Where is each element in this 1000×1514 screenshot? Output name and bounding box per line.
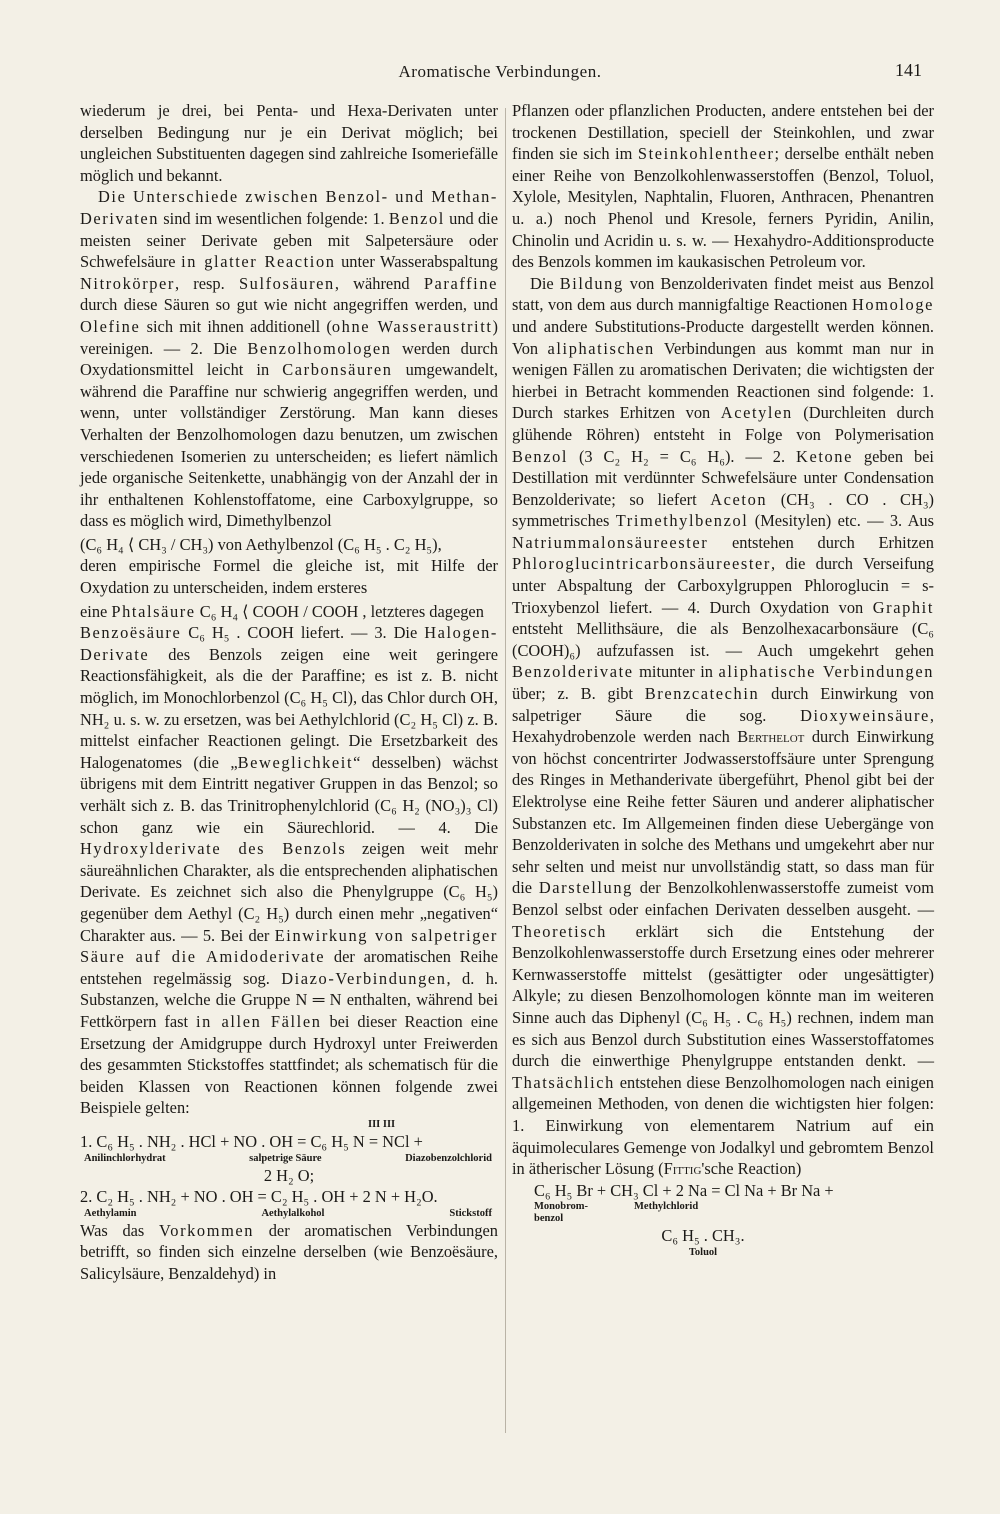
equation-1-labels: Anilinchlorhydrat salpetrige Säure Diazobenzolchlorid [84,1152,492,1164]
equation-3-product-label: Toluol [688,1246,718,1258]
running-head: Aromatische Verbindungen. [398,62,602,81]
paragraph: Die Bildung von Benzolderivaten findet meist aus Benzol statt, von dem aus durch mannigfaltige Reactionen Homologe und andere Substitutions-Producte dargestellt werden können. Von aliphatischen Verbindungen aus kommt man nur in wenigen Fällen zu aromatischen Derivaten; die wichtigsten der hierbei in Betracht kommenden Reactionen sind folgende: 1. Durch starkes Erhitzen von Acetylen (Durchleiten durch glühende Röhren) entsteht in Folge von Polymerisation Benzol (3 C₂ H₂ = C₆ H₆). — 2. Ketone geben bei Destillation mit verdünnter Schwefelsäure unter Condensation Benzolderivate; so liefert Aceton (CH₃ . CO . CH₃) symmetrisches Trimethylbenzol (Mesitylen) etc. — 3. Aus Natriummalonsäureester entstehen durch Erhitzen Phloroglucintricarbonsäureester, die durch Verseifung unter Abspaltung der Carboxylgruppen Phloroglucin = s-Trioxybenzol liefert. — 4. Durch Oxydation von Graphit entsteht Mellithsäure, die als Benzolhexacarbonsäure (C₆ (COOH)₆) aufzufassen ist. — Auch umgekehrt gehen Benzolderivate mitunter in aliphatische Verbindungen über; z. B. gibt Brenzcatechin durch Einwirkung von salpetriger Säure die sog. Dioxyweinsäure, Hexahydrobenzole werden nach Berthelot durch Einwirkung von höchst concentrirter Jodwasserstoffsäure unter Sprengung des Ringes in Methanderivate übergeführt, Phenol gibt bei der Elektrolyse eine Reihe fetter Säuren und anderer aliphatischer Substanzen etc. Im Allgemeinen finden diese Uebergänge von Benzolderivaten in solche des Methans und umgekehrt aber nur sehr selten und meist nur unvollständig statt, so dass man für die Darstellung der Benzolkohlenwasserstoffe zumeist vom Benzol selbst oder einfachen Derivaten desselben ausgeht. — Theoretisch erklärt sich die Entstehung der Benzolkohlenwasserstoffe durch Ersetzung eines oder mehrerer Kernwasserstoffe mittelst (gesättigter oder ungesättigter) Alkyle; zu diesen Benzolhomologen könnte man im weiteren Sinne auch das Diphenyl (C₆ H₅ . C₆ H₅) rechnen, indem man es sich aus Benzol durch Substitution eines Wasserstoffatomes durch die einwerthige Phenylgruppe entstanden denkt. — Thatsächlich entstehen diese Benzolhomologen nach einigen allgemeinen Methoden, von denen die wichtigsten hier folgen: 1. Einwirkung von elementarem Natrium auf ein äquimoleculares Gemenge von Jodalkyl und gebromtem Benzol in ätherischer Lösung (Fittig'sche Reaction) [512,273,935,1179]
paragraph: wiederum je drei, bei Penta- und Hexa-Derivaten unter derselben Bedingung nur je ein Derivat möglich; bei ungleichen Substituenten dagegen sind zahlreiche Isomeriefälle möglich und bekannt. [80,101,498,185]
valence-marks: III III [368,1118,396,1130]
right-column [512,100,934,1259]
formula-dimethylbenzol: (C₆ H₄ ⟨ CH₃ / CH₃) von Aethylbenzol (C₆ H₅ . C₂ H₅), [80,534,442,554]
equation-3-continuation: C₆ H₅ . CH₃. [661,1226,745,1246]
equation-1-continuation: 2 H₂ O; [263,1165,315,1185]
equation-2: 2. C₂ H₅ . NH₂ + NO . OH = C₂ H₅ . OH + 2 N + H₂O. [80,1187,438,1207]
paragraph: Pflanzen oder pflanzlichen Producten, andere entstehen bei der trockenen Destillation, speciell der Steinkohlen, und zwar finden sie sich im Steinkohlentheer; derselbe enthält neben einer Reihe von Benzolkohlenwasserstoffen (Benzol, Toluol, Xylole, Mesitylen, Naphtalin, Fluoren, Anthracen, Phenantren u. a.) noch Phenol und Kresole, ferners Pyridin, Anilin, Chinolin und Acridin u. s. w. — Hexahydro-Additionsproducte des Benzols kommen im kaukasischen Petroleum vor. [512,101,934,272]
paragraph: Was das Vorkommen der aromatischen Verbindungen betrifft, so finden sich einzelne derselben (wie Benzoësäure, Salicylsäure, Benzaldehyd) in [80,1220,498,1283]
paragraph: Die Unterschiede zwischen Benzol- und Methan-Derivaten sind im wesentlichen folgende: 1. Benzol und die meisten seiner Derivate geben mit Salpetersäure oder Schwefelsäure in glatter Reaction unter Wasserabspaltung Nitrokörper, resp. Sulfosäuren, während Paraffine durch diese Säuren so gut wie nicht angegriffen werden, und Olefine sich mit ihnen additionell (ohne Wasseraustritt) vereinigen. — 2. Die Benzolhomologen werden durch Oxydationsmittel leicht in Carbonsäuren umgewandelt, während die Paraffine nur schwierig angegriffen werden, und wenn, unter vollständiger Zerstörung. Man kann dieses Verhalten der Benzolhomologen dazu benutzen, um zwischen verschiedenen Isomerien zu unterscheiden; es liefert nämlich jede organische Seitenkette, unabhängig von der Anzahl der in ihr enthaltenen Kohlenstoffatome, eine Carboxylgruppe, so dass es möglich wird, Dimethylbenzol [80,187,499,531]
left-column [80,100,498,1284]
page-number: 141 [895,60,922,80]
equation-2-labels: Aethylamin Aethylalkohol Stickstoff [84,1207,492,1219]
paragraph: deren empirische Formel die gleiche ist, mit Hilfe der Oxydation zu unterscheiden, indem ersteres [80,556,498,598]
equation-3: C₆ H₅ Br + CH₃ Cl + 2 Na = Cl Na + Br Na + [534,1180,834,1200]
paragraph: Benzoësäure C₆ H₅ . COOH liefert. — 3. Die Halogen-Derivate des Benzols zeigen eine weit geringere Reactionsfähigkeit, als die der Paraffine; es ist z. B. nicht möglich, im Monochlorbenzol (C₆ H₅ Cl), das Chlor durch OH, NH₂ u. s. w. zu ersetzen, was bei Aethylchlorid (C₂ H₅ Cl) z. B. mittelst einfacher Reactionen gelingt. Die Ersetzbarkeit des Halogenatomes (die „Beweglichkeit“ desselben) wächst übrigens mit dem Eintritt negativer Gruppen in das Benzol; so verhält sich z. B. das Trinitrophenylchlorid (C₆ H₂ (NO₃)₃ Cl) schon ganz wie ein Säurechlorid. — 4. Die Hydroxylderivate des Benzols zeigen weit mehr säureähnlichen Charakter, als die entsprechenden aliphatischen Derivate. Es zeichnet sich also die Phenylgruppe (C₆ H₅) gegenüber dem Aethyl (C₂ H₅) durch einen mehr „negativen“ Charakter aus. — 5. Bei der Einwirkung von salpetriger Säure auf die Amidoderivate der aromatischen Reihe entstehen regelmässig sog. Diazo-Verbindungen, d. h. Substanzen, welche die Gruppe N ═ N enthalten, während bei Fettkörpern fast in allen Fällen bei dieser Reaction eine Ersetzung der Amidgruppe durch Hydroxyl unter Freiwerden des gesammten Stickstoffes stattfindet; als schematisch für die beiden Klassen von Reactionen können folgende zwei Beispiele gelten: [80,623,498,1118]
equation-3-labels: Monobrom-benzol Methylchlorid [534,1201,699,1225]
equation-1: 1. C₆ H₅ . NH₂ . HCl + NO . OH = C₆ H₅ N = NCl + [80,1131,423,1151]
formula-phtalsaeure: eine Phtalsäure C₆ H₄ ⟨ COOH / COOH , letzteres dagegen [80,601,484,621]
column-divider [505,108,506,1433]
